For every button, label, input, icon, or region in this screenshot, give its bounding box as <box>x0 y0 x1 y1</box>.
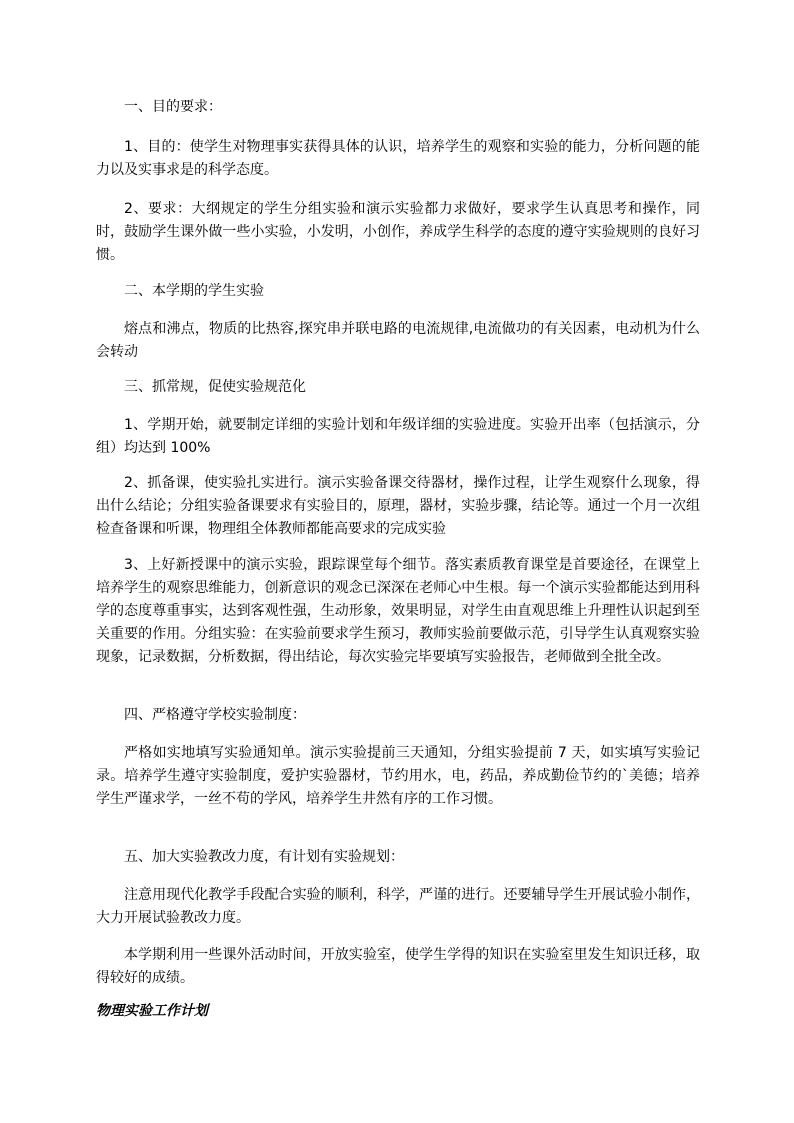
paragraph-open-lab: 本学期利用一些课外活动时间，开放实验室，使学生学得的知识在实验室里发生知识迁移，取得较好的成绩。 <box>96 947 700 986</box>
paragraph-modernization: 注意用现代化教学手段配合实验的顺利，科学，严谨的进行。还要辅导学生开展试验小制作，大力开展试验教改力度。 <box>96 887 700 926</box>
document-title: 物理实验工作计划 <box>96 1003 208 1019</box>
paragraph-plan: 1、学期开始，就要制定详细的实验计划和年级详细的实验进度。实验开出率（包括演示，分组）均达到 100% <box>96 417 700 456</box>
paragraph-rules: 严格如实地填写实验通知单。演示实验提前三天通知，分组实验提前 7 天，如实填写实验记录。培养学生遵守实验制度，爱护实验器材，节约用水，电，药品，养成勤俭节约的`美德；培养学生严谨求学，一丝不苟的学风，培养学生井然有序的工作习惯。 <box>96 745 700 807</box>
section-heading-5: 五、加大实验教改力度，有计划有实验规划： <box>124 849 404 865</box>
section-heading-3: 三、抓常规，促使实验规范化 <box>124 379 306 395</box>
paragraph-purpose: 1、目的：使学生对物理事实获得具体的认识，培养学生的观察和实验的能力，分析问题的能力以及实事求是的科学态度。 <box>96 139 700 178</box>
paragraph-demo-teaching: 3、上好新授课中的演示实验，跟踪课堂每个细节。落实素质教育课堂是首要途径，在课堂上培养学生的观察思维能力，创新意识的观念已深深在老师心中生根。每一个演示实验都能达到用科学的态度尊重事实，达到客观性强，生动形象，效果明显，对学生由直观思维上升理性认识起到至关重要的作用。分组实验：在实验前要求学生预习，教师实验前要做示范，引导学生认真观察实验现象，记录数据，分析数据，得出结论，每次实验完毕要填写实验报告，老师做到全批全改。 <box>96 557 700 665</box>
section-heading-4: 四、严格遵守学校实验制度： <box>124 707 306 723</box>
section-heading-1: 一、目的要求： <box>124 99 222 115</box>
paragraph-lesson-prep: 2、抓备课，使实验扎实进行。演示实验备课交待器材，操作过程，让学生观察什么现象，得出什么结论；分组实验备课要求有实验目的，原理，器材，实验步骤，结论等。通过一个月一次组检查备课和听课，物理组全体教师都能高要求的完成实验 <box>96 475 700 537</box>
paragraph-experiments: 熔点和沸点，物质的比热容,探究串并联电路的电流规律,电流做功的有关因素，电动机为什么会转动 <box>96 321 700 360</box>
section-heading-2: 二、本学期的学生实验 <box>124 283 264 299</box>
paragraph-requirements: 2、要求：大纲规定的学生分组实验和演示实验都力求做好，要求学生认真思考和操作，同时，鼓励学生课外做一些小实验，小发明，小创作，养成学生科学的态度的遵守实验规则的良好习惯。 <box>96 201 700 263</box>
